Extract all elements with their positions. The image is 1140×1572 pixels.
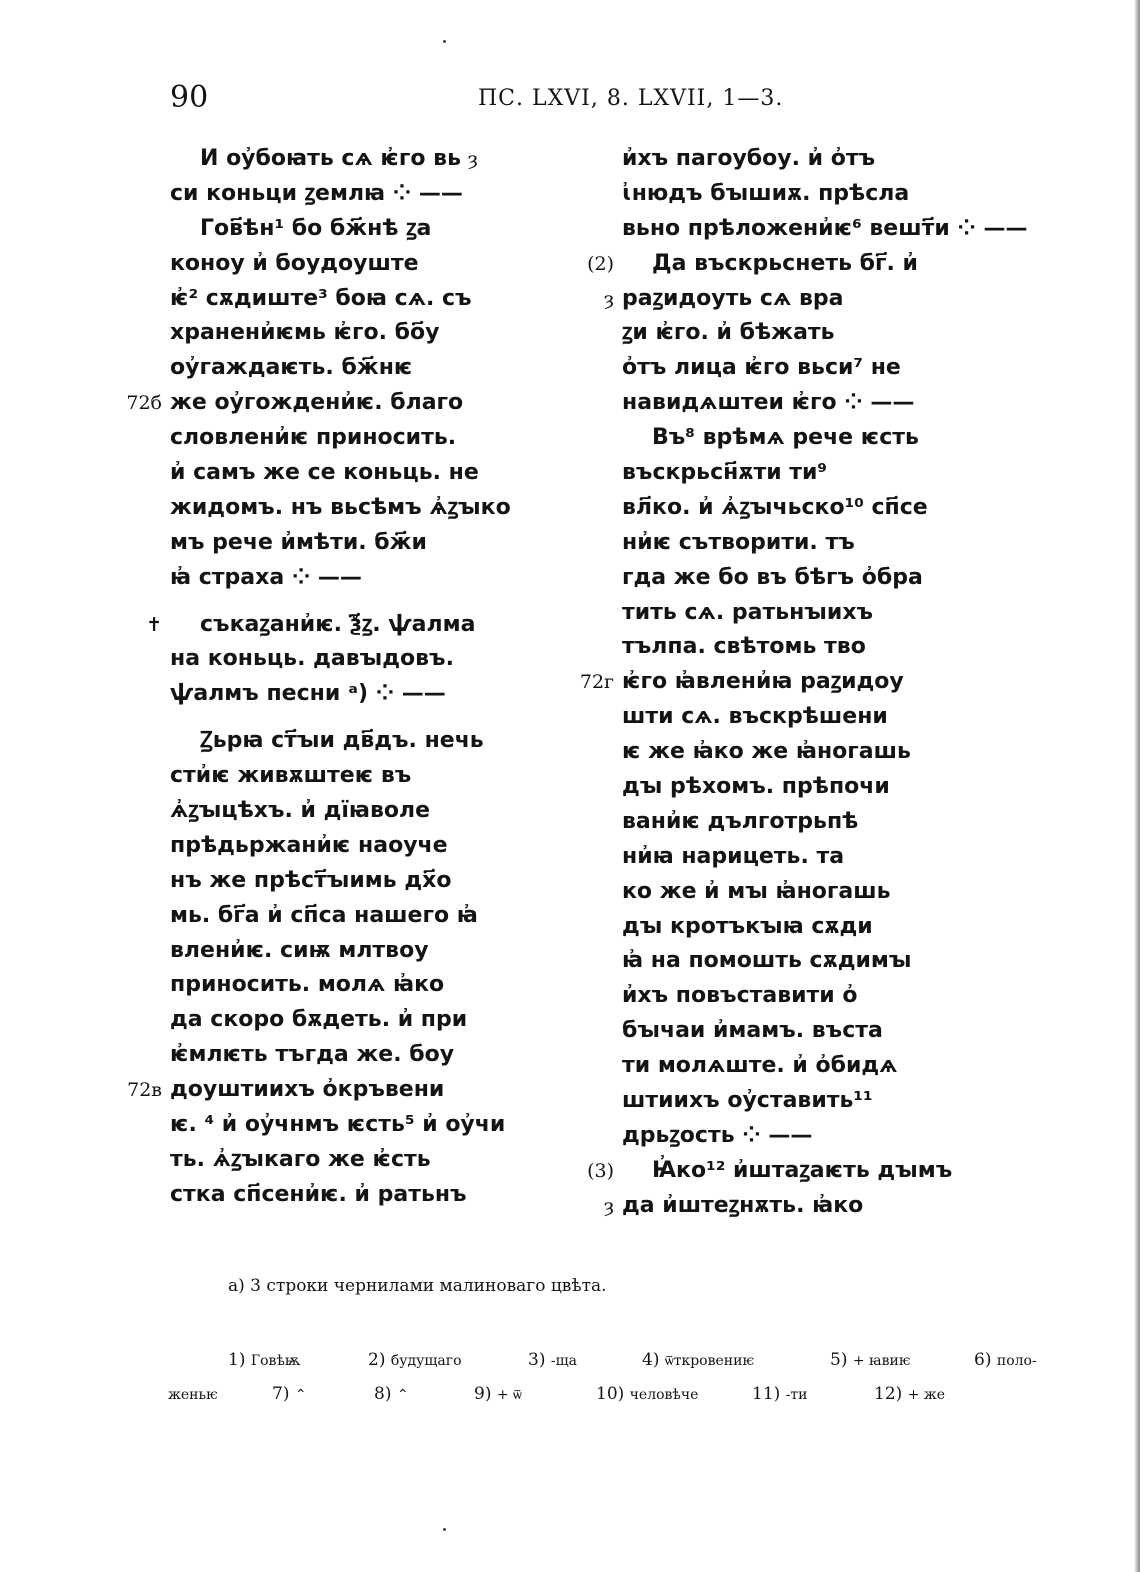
text-line <box>622 630 1042 665</box>
text-line <box>170 491 590 526</box>
line-text: мь. бг҃а и҆ сп҃са нашего ꙗ҆ <box>170 902 478 928</box>
text-line <box>622 840 1042 875</box>
line-text: дꙑ рѣхомъ. прѣпочи <box>622 774 890 800</box>
text-line <box>170 177 590 212</box>
text-line <box>587 247 1042 282</box>
variant-text: -ща <box>550 1353 577 1369</box>
line-text: ꙇ҆нюдъ бꙑшиѫ. прѣсла <box>622 180 910 206</box>
margin-note: (2) <box>587 252 614 275</box>
text-line <box>170 934 590 969</box>
variant-reading <box>168 1384 218 1404</box>
margin-note: (3) <box>587 1159 614 1182</box>
line-text: ко же и҆ мꙑ ꙗ҆ногашь <box>622 878 891 904</box>
text-line <box>170 794 590 829</box>
variant-text: + ꙗвиѥ <box>852 1353 911 1369</box>
variant-row <box>168 1350 1048 1384</box>
variant-row <box>168 1384 1048 1418</box>
variant-number: 6) <box>974 1350 992 1370</box>
text-line <box>622 596 1042 631</box>
line-text: ти молѧште. и҆ о҆бидѧ <box>622 1053 898 1079</box>
line-text: стка сп҃сени҆ѥ. и҆ ратьнъ <box>170 1181 467 1207</box>
text-line <box>604 1189 1042 1224</box>
footnote-a: a) 3 строки чернилами малиноваго цвѣта. <box>228 1276 607 1296</box>
text-line <box>622 142 1042 177</box>
line-text: ѥ҆² сѫдиште³ боꙗ сѧ. съ <box>170 285 472 311</box>
variant-number: 12) <box>874 1384 903 1404</box>
margin-note: ȝ <box>604 1194 614 1217</box>
line-text: ни҆ѥ сътворити. тъ <box>622 529 855 555</box>
line-text: коноу и҆ боудоуште <box>170 250 419 276</box>
stanza-gap <box>170 596 590 608</box>
text-line <box>622 177 1042 212</box>
variant-number: 10) <box>596 1384 625 1404</box>
margin-note: ✝ <box>146 613 162 636</box>
text-line <box>622 212 1042 247</box>
variant-reading <box>752 1384 807 1404</box>
text-line <box>622 421 1042 456</box>
text-line <box>579 665 1042 700</box>
line-text: влени҆ѥ. сиѭ млтвоу <box>170 937 429 963</box>
line-text: оу҆гаждаѥть. бж҃нѥ <box>170 355 413 381</box>
text-line <box>170 1143 590 1178</box>
line-text: же оу҆гождени҆ѥ. благо <box>170 390 464 416</box>
line-text: приносить. молѧ ꙗ҆ко <box>170 972 445 998</box>
text-line <box>126 386 590 421</box>
text-line <box>622 1049 1042 1084</box>
text-line <box>622 1014 1042 1049</box>
line-text: да и҆штеꙁнѫть. ꙗ҆ко <box>622 1192 864 1218</box>
left-text-column <box>126 142 590 1213</box>
line-text: о҆тъ лица ѥ҆го вьси⁷ не <box>622 355 901 381</box>
line-text: дꙑ кротъкꙑꙗ сѫди <box>622 913 873 939</box>
text-line <box>622 735 1042 770</box>
text-line <box>127 1073 590 1108</box>
variant-text: + ѿ <box>496 1387 522 1403</box>
variant-reading <box>974 1350 1037 1370</box>
variant-text: Говѣѭ <box>250 1353 301 1369</box>
line-text: тить сѧ. ратьнꙑихъ <box>622 599 874 625</box>
text-line <box>170 1038 590 1073</box>
text-line <box>604 282 1042 317</box>
text-line <box>170 759 590 794</box>
line-text: гда же бо въ бѣгъ о҆бра <box>622 564 923 590</box>
text-line <box>622 526 1042 561</box>
variant-reading <box>228 1350 300 1370</box>
line-text: ꙗ҆ страха ⁘ —— <box>170 564 362 590</box>
variant-number: 2) <box>368 1350 386 1370</box>
variant-number: 11) <box>752 1384 781 1404</box>
line-text: нъ же прѣст҃ꙑимь дх҃о <box>170 867 452 893</box>
line-text: сти҆ѥ живѫштеѥ въ <box>170 763 412 789</box>
line-text: И оу҆боꙗть сѧ ѥ҆го вь <box>200 146 461 171</box>
text-line <box>170 456 590 491</box>
line-text: жидомъ. нъ вьсѣмъ ѧ҆ꙁꙑко <box>170 494 511 520</box>
variant-number: 3) <box>528 1350 546 1370</box>
line-text: ꙗ҆ на помошть сѫдимꙑ <box>622 948 912 974</box>
text-line <box>170 282 590 317</box>
variant-reading <box>474 1384 522 1404</box>
line-text: въскрьсн҃ѫти ти⁹ <box>622 460 828 486</box>
text-line <box>622 875 1042 910</box>
text-line <box>622 805 1042 840</box>
line-text: Да въскрьснеть бг҃. и҆ <box>652 250 918 276</box>
text-line <box>622 944 1042 979</box>
text-line <box>622 1084 1042 1119</box>
variant-text: ⌃ <box>294 1387 307 1403</box>
line-text: ѱалмъ песни ᵃ) ⁘ —— <box>170 681 446 707</box>
text-line <box>170 968 590 1003</box>
text-line <box>170 642 590 677</box>
line-text: ть. ѧ҆ꙁꙑкаго же ѥ҆сть <box>170 1146 431 1172</box>
variant-text: ⌃ <box>396 1387 409 1403</box>
line-text: навидѧштеи ѥ҆го ⁘ —— <box>622 390 915 416</box>
text-line <box>622 770 1042 805</box>
line-text: вьно прѣложени҆ѥ⁶ вешт҃и ⁘ —— <box>622 215 1028 241</box>
line-text: словлени҆ѥ приносить. <box>170 425 457 451</box>
variant-text: женьѥ <box>168 1387 218 1403</box>
page-number: 90 <box>170 80 209 115</box>
text-line <box>170 1178 590 1213</box>
text-line <box>170 829 590 864</box>
text-line <box>170 421 590 456</box>
line-text: Ꙁьрꙗ ст҃ꙑи дв҃дъ. нечь <box>200 728 484 754</box>
text-line <box>622 910 1042 945</box>
margin-mark: ȝ <box>468 148 478 170</box>
variant-text: ѿткровениѥ <box>664 1353 755 1369</box>
margin-note: ȝ <box>604 287 614 310</box>
text-line <box>170 316 590 351</box>
line-text: ꙁи ѥ҆го. и҆ бѣжать <box>622 320 835 346</box>
text-line <box>622 351 1042 386</box>
text-line <box>622 456 1042 491</box>
variant-reading <box>368 1350 462 1370</box>
line-text: дрьꙁость ⁘ —— <box>622 1122 813 1148</box>
running-head: ПС. LXVI, 8. LXVII, 1—3. <box>478 86 784 111</box>
text-line <box>622 700 1042 735</box>
variant-number: 7) <box>272 1384 290 1404</box>
text-line <box>170 724 590 759</box>
text-line <box>622 1119 1042 1154</box>
line-text: штиихъ оу҆ставить¹¹ <box>622 1088 873 1114</box>
text-line <box>170 142 590 177</box>
variant-text: + же <box>907 1387 946 1403</box>
line-text: си коньци ꙁемлꙗ ⁘ —— <box>170 180 463 206</box>
variant-number: 8) <box>374 1384 392 1404</box>
variant-text: человѣче <box>629 1387 699 1403</box>
text-line <box>170 212 590 247</box>
line-text: прѣдьржани҆ѥ наоуче <box>170 832 448 858</box>
stanza-gap <box>170 712 590 724</box>
text-line <box>170 561 590 596</box>
line-text: Гов҃ѣн¹ бо бж҃нѣ ꙁа <box>200 215 432 241</box>
line-text: вл҃ко. и҆ ѧ҆ꙁꙑчьско¹⁰ сп҃се <box>622 494 928 520</box>
line-text: мъ рече и҆мѣти. бж҃и <box>170 529 427 555</box>
line-text: шти сѧ. въскрѣшени <box>622 704 888 730</box>
margin-note: 72б <box>126 392 162 415</box>
line-text: ни҆ꙗ нарицеть. та <box>622 843 845 869</box>
line-text: доуштиихъ о҆кръвени <box>170 1077 445 1103</box>
variant-text: поло- <box>996 1353 1037 1369</box>
line-text: ѥ҆млѥть тъгда же. боу <box>170 1042 455 1068</box>
scan-edge-shadow <box>1134 0 1140 1572</box>
variant-number: 9) <box>474 1384 492 1404</box>
line-text: Въ⁸ врѣмѧ рече ѥсть <box>652 425 919 451</box>
line-text: и҆ самъ же се коньць. не <box>170 460 479 486</box>
variant-reading <box>874 1384 945 1404</box>
text-line <box>170 677 590 712</box>
text-line <box>587 1154 1042 1189</box>
variant-text: будущаго <box>390 1353 462 1369</box>
scan-speck <box>443 1528 446 1531</box>
variant-reading <box>642 1350 754 1370</box>
text-line <box>622 491 1042 526</box>
margin-note: 72в <box>127 1079 162 1102</box>
variant-number: 4) <box>642 1350 660 1370</box>
line-text: вани҆ѥ дълготрьпѣ <box>622 808 859 834</box>
line-text: Ꙗ҆ко¹² и҆штаꙁаѥть дꙑмъ <box>652 1157 953 1183</box>
line-text: бꙑчаи и҆мамъ. въста <box>622 1018 883 1044</box>
text-line <box>170 899 590 934</box>
text-line <box>146 608 590 643</box>
line-text: да скоро бѫдеть. и҆ при <box>170 1007 468 1033</box>
variant-reading <box>830 1350 911 1370</box>
line-text: ѥ. ⁴ и҆ оу҆чнмъ ѥсть⁵ и҆ оу҆чи <box>170 1112 506 1138</box>
right-text-column <box>579 142 1042 1224</box>
line-text: ѧ҆ꙁꙑцѣхъ. и҆ дїꙗволе <box>170 798 431 824</box>
text-line <box>622 386 1042 421</box>
variant-reading <box>528 1350 577 1370</box>
line-text: и҆хъ пагоубоу. и҆ о҆тъ <box>622 146 876 171</box>
text-line <box>170 864 590 899</box>
line-text: и҆хъ повъставити о҆ <box>622 983 858 1009</box>
line-text: тълпа. свѣтомь тво <box>622 634 866 660</box>
text-line <box>170 1003 590 1038</box>
variant-number: 5) <box>830 1350 848 1370</box>
variant-reading <box>272 1384 307 1404</box>
line-text: хранени҆ѥмь ѥ҆го. бо҃у <box>170 320 440 346</box>
text-line <box>170 351 590 386</box>
text-line <box>170 1108 590 1143</box>
line-text: на коньць. давꙑдовъ. <box>170 646 454 672</box>
text-line <box>170 526 590 561</box>
variant-text: -ти <box>785 1387 808 1403</box>
line-text: ѥ҆го ꙗ҆влени҆ꙗ раꙁидоу <box>622 669 904 695</box>
margin-note: 72г <box>579 671 614 694</box>
text-line <box>622 561 1042 596</box>
variant-reading <box>374 1384 409 1404</box>
variant-reading <box>596 1384 698 1404</box>
line-text: ѥ же ꙗ҆ко же ꙗ҆ногашь <box>622 739 911 765</box>
text-line <box>622 316 1042 351</box>
variant-number: 1) <box>228 1350 246 1370</box>
variant-readings <box>168 1350 1048 1418</box>
line-text: раꙁидоуть сѧ вра <box>622 285 844 311</box>
text-line <box>170 247 590 282</box>
scan-speck <box>443 40 446 43</box>
text-line <box>622 979 1042 1014</box>
line-text: съкаꙁани҆ѥ. ѯ҃ꙁ. ѱалма <box>200 611 476 637</box>
